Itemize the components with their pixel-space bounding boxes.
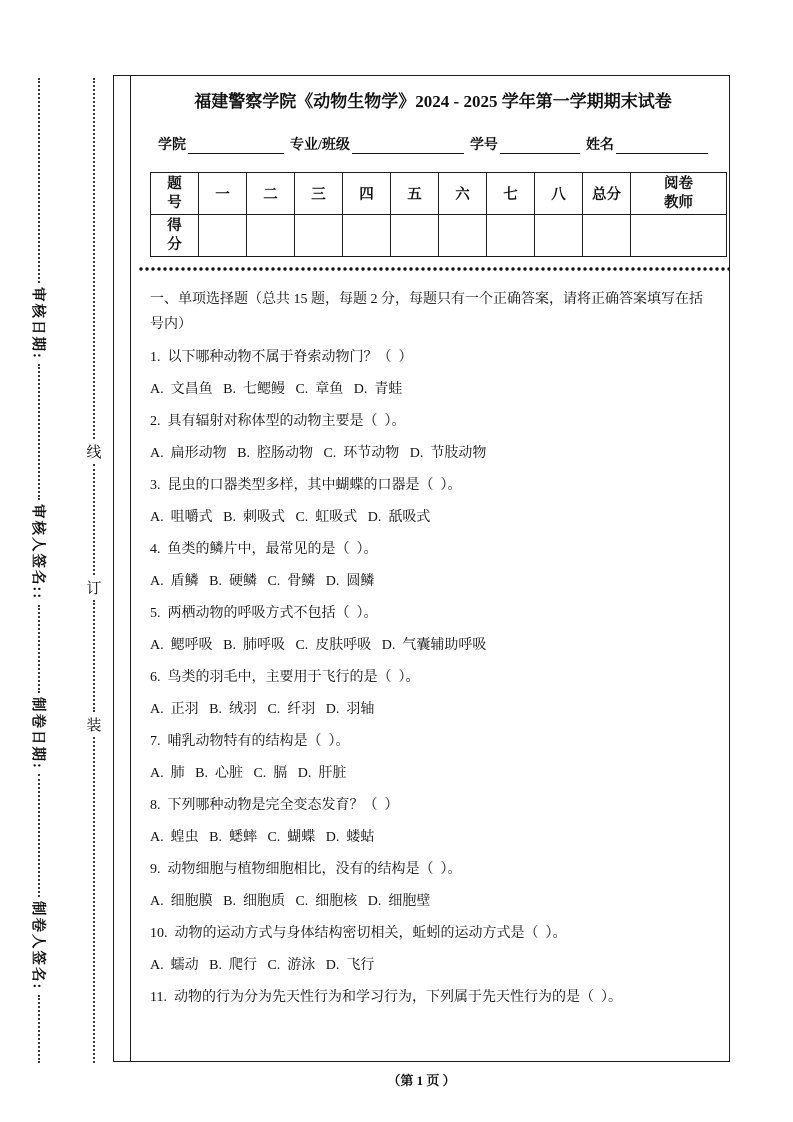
question-7 bbox=[150, 731, 716, 785]
question-4 bbox=[150, 539, 716, 593]
major-class-blank bbox=[352, 138, 464, 154]
dotted-line bbox=[38, 78, 40, 283]
score-table-header-row bbox=[151, 173, 727, 215]
score-row-label: 得分 bbox=[151, 215, 199, 257]
binding-char-bind: 装 bbox=[86, 717, 102, 734]
score-cell bbox=[199, 215, 247, 257]
student-id-label: 学号 bbox=[469, 138, 498, 153]
question-2 bbox=[150, 411, 716, 465]
seal-label-reviewer-signature: 审核人签名:: bbox=[29, 504, 46, 601]
college-label: 学院 bbox=[158, 138, 187, 153]
dotted-separator bbox=[138, 267, 730, 271]
question-options: A. 蝗虫 B. 蟋蟀 C. 蝴蝶 D. 蝼蛄 bbox=[150, 830, 375, 845]
name-blank bbox=[616, 138, 708, 154]
question-text: 5. 两栖动物的呼吸方式不包括（ ）。 bbox=[150, 606, 378, 621]
dotted-line bbox=[93, 600, 95, 711]
question-10 bbox=[150, 923, 716, 977]
score-cell bbox=[343, 215, 391, 257]
question-5 bbox=[150, 603, 716, 657]
score-cell bbox=[583, 215, 631, 257]
question-8 bbox=[150, 795, 716, 849]
question-6 bbox=[150, 667, 716, 721]
question-text: 10. 动物的运动方式与身体结构密切相关，蚯蚓的运动方式是（ ）。 bbox=[150, 926, 567, 941]
question-text: 1. 以下哪种动物不属于脊索动物门？（ ） bbox=[150, 350, 413, 365]
score-header-cell: 七 bbox=[487, 173, 535, 215]
dotted-line bbox=[38, 605, 40, 694]
question-options: A. 扁形动物 B. 腔肠动物 C. 环节动物 D. 节肢动物 bbox=[150, 446, 487, 461]
score-header-cell: 三 bbox=[295, 173, 343, 215]
seal-margin-labels bbox=[26, 78, 52, 1063]
question-number-header: 题号 bbox=[151, 173, 199, 215]
section-heading: 一、单项选择题（总共 15 题，每题 2 分，每题只有一个正确答案，请将正确答案填写在括号内） bbox=[150, 292, 703, 332]
binding-char-staple: 订 bbox=[86, 581, 102, 598]
seal-separator-line bbox=[130, 75, 131, 1062]
score-header-cell: 四 bbox=[343, 173, 391, 215]
seal-label-paper-maker-signature: 制卷人签名: bbox=[29, 901, 46, 991]
grader-header: 阅卷教师 bbox=[631, 173, 727, 215]
question-3 bbox=[150, 475, 716, 529]
question-text: 8. 下列哪种动物是完全变态发育？（ ） bbox=[150, 798, 399, 813]
dotted-line bbox=[38, 774, 40, 897]
dotted-line bbox=[93, 737, 95, 1063]
question-text: 4. 鱼类的鳞片中，最常见的是（ ）。 bbox=[150, 542, 378, 557]
seal-label-paper-date: 制卷日期: bbox=[29, 697, 46, 771]
dotted-line bbox=[93, 78, 95, 439]
score-cell bbox=[631, 215, 727, 257]
score-cell bbox=[439, 215, 487, 257]
score-header-cell: 一 bbox=[199, 173, 247, 215]
question-text: 2. 具有辐射对称体型的动物主要是（ ）。 bbox=[150, 414, 406, 429]
student-info-row bbox=[150, 134, 716, 154]
page-number-footer: （第 1 页 ） bbox=[387, 1073, 456, 1088]
binding-line-column bbox=[84, 78, 104, 1063]
question-text: 6. 鸟类的羽毛中，主要用于飞行的是（ ）。 bbox=[150, 670, 420, 685]
question-9 bbox=[150, 859, 716, 913]
question-1 bbox=[150, 347, 716, 401]
question-text: 3. 昆虫的口器类型多样，其中蝴蝶的口器是（ ）。 bbox=[150, 478, 462, 493]
question-options: A. 正羽 B. 绒羽 C. 纤羽 D. 羽轴 bbox=[150, 702, 375, 717]
question-11 bbox=[150, 987, 716, 1009]
score-table bbox=[150, 172, 727, 257]
question-options: A. 咀嚼式 B. 刺吸式 C. 虹吸式 D. 舐吸式 bbox=[150, 510, 431, 525]
seal-label-review-date: 审核日期: bbox=[29, 286, 46, 360]
score-table-score-row bbox=[151, 215, 727, 257]
score-cell bbox=[247, 215, 295, 257]
score-cell bbox=[391, 215, 439, 257]
score-cell bbox=[535, 215, 583, 257]
question-options: A. 蠕动 B. 爬行 C. 游泳 D. 飞行 bbox=[150, 958, 375, 973]
question-options: A. 文昌鱼 B. 七鳃鳗 C. 章鱼 D. 青蛙 bbox=[150, 382, 403, 397]
question-options: A. 鳃呼吸 B. 肺呼吸 C. 皮肤呼吸 D. 气囊辅助呼吸 bbox=[150, 638, 487, 653]
question-options: A. 盾鳞 B. 硬鳞 C. 骨鳞 D. 圆鳞 bbox=[150, 574, 375, 589]
question-text: 11. 动物的行为分为先天性行为和学习行为，下列属于先天性行为的是（ ）。 bbox=[150, 990, 622, 1005]
question-list bbox=[150, 347, 716, 1009]
total-score-header: 总分 bbox=[583, 173, 631, 215]
score-cell bbox=[295, 215, 343, 257]
major-class-label: 专业/班级 bbox=[290, 138, 350, 153]
score-header-cell: 二 bbox=[247, 173, 295, 215]
student-id-blank bbox=[500, 138, 580, 154]
question-text: 9. 动物细胞与植物细胞相比，没有的结构是（ ）。 bbox=[150, 862, 462, 877]
question-options: A. 细胞膜 B. 细胞质 C. 细胞核 D. 细胞壁 bbox=[150, 894, 431, 909]
dotted-line bbox=[93, 464, 95, 575]
binding-char-line: 线 bbox=[86, 445, 102, 462]
paper-content bbox=[150, 82, 716, 1019]
score-header-cell: 八 bbox=[535, 173, 583, 215]
page-title: 福建警察学院《动物生物学》2024 - 2025 学年第一学期期末试卷 bbox=[194, 92, 672, 111]
dotted-line bbox=[38, 364, 40, 501]
score-header-cell: 六 bbox=[439, 173, 487, 215]
question-options: A. 肺 B. 心脏 C. 膈 D. 肝脏 bbox=[150, 766, 347, 781]
name-label: 姓名 bbox=[585, 138, 614, 153]
score-header-cell: 五 bbox=[391, 173, 439, 215]
dotted-line bbox=[38, 995, 40, 1063]
score-cell bbox=[487, 215, 535, 257]
question-text: 7. 哺乳动物特有的结构是（ ）。 bbox=[150, 734, 350, 749]
college-blank bbox=[188, 138, 284, 154]
